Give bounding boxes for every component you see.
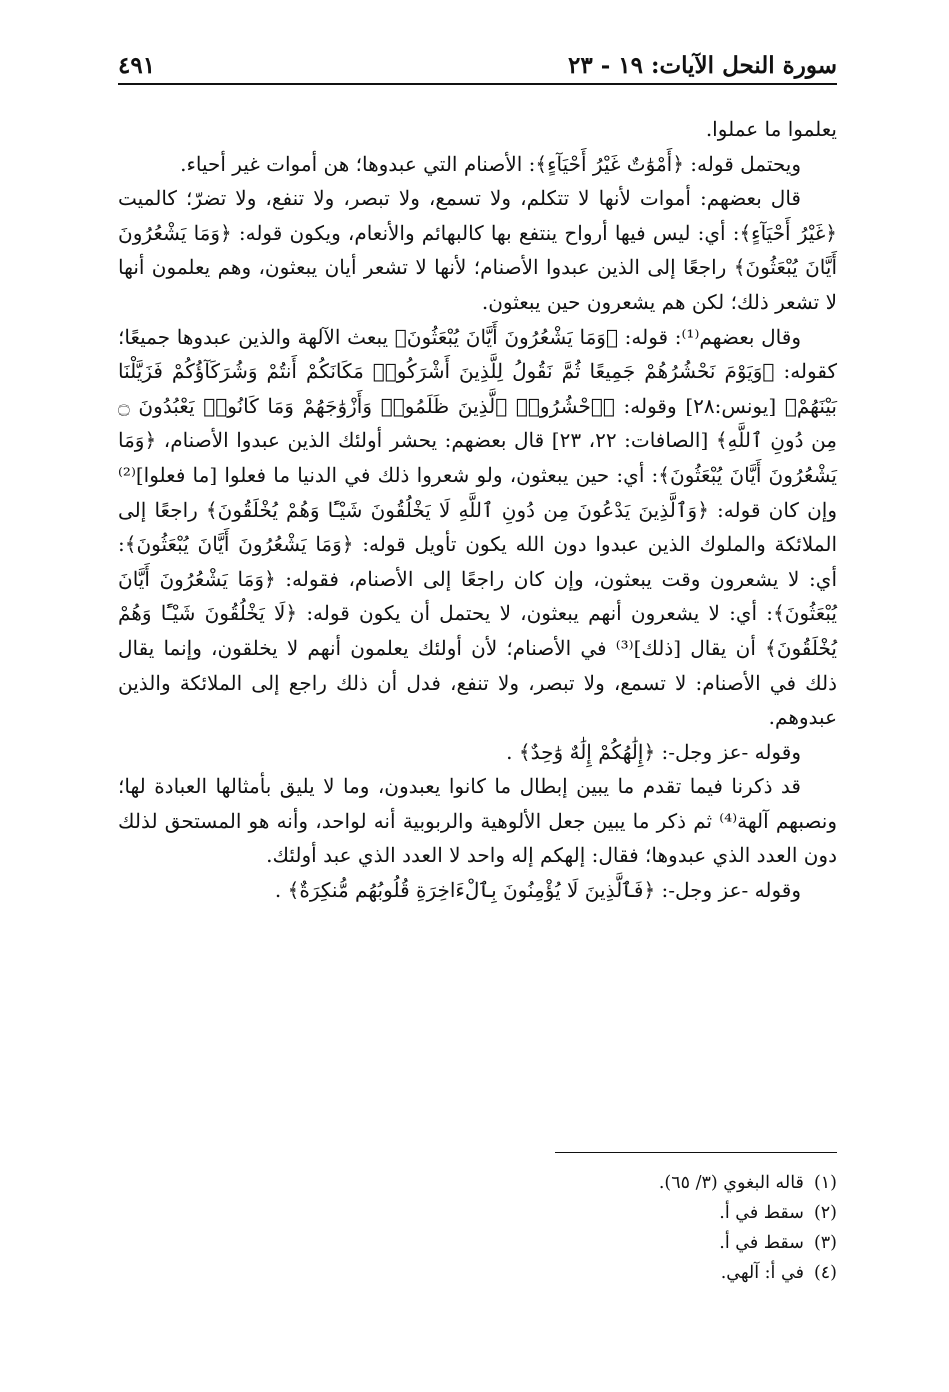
- footnote-marker: (٢): [813, 1203, 837, 1223]
- footnote-marker: (١): [813, 1173, 837, 1193]
- footnote: [437, 1258, 837, 1288]
- header-divider: [118, 83, 837, 85]
- footnote-divider: [555, 1152, 837, 1153]
- paragraph: قال بعضهم: أموات لأنها لا تتكلم، ولا تسمع، ولا تبصر، ولا تنفع، ولا تضرّ؛ كالميت ﴿غَيْرُ أَحْيَآءٍ﴾: أي: ليس فيها أرواح ينتفع بها كالبهائم والأنعام، ويكون قوله: ﴿وَمَا يَشْعُرُونَ أَيَّانَ يُبْعَثُونَ﴾ راجعًا إلى الذين عبدوا الأصنام؛ لأنها لا تشعر أيان يبعثون، وهم يعلمون أنها لا تشعر ذلك؛ لكن هم يشعرون حين يبعثون.: [118, 186, 837, 314]
- paragraph: وقال بعضهم⁽¹⁾: قوله: ﴿وَمَا يَشْعُرُونَ أَيَّانَ يُبْعَثُونَ﴾ يبعث الآلهة والذين عبدوها جميعًا؛ كقوله: ﴿وَيَوْمَ نَحْشُرُهُمْ جَمِيعًا ثُمَّ نَقُولُ لِلَّذِينَ أَشْرَكُوا۟ مَكَانَكُمْ أَنتُمْ وَشُرَكَآؤُكُمْ فَزَيَّلْنَا بَيْنَهُمْ﴾ [يونس:٢٨] وقوله: ﴿ٱحْشُرُوا۟ ٱلَّذِينَ ظَلَمُوا۟ وَأَزْوَٰجَهُمْ وَمَا كَانُوا۟ يَعْبُدُونَ ۝ مِن دُونِ ٱللَّهِ﴾ [الصافات: ٢٢، ٢٣] قال بعضهم: يحشر أولئك الذين عبدوا الأصنام، ﴿وَمَا يَشْعُرُونَ أَيَّانَ يُبْعَثُونَ﴾: أي: حين يبعثون، ولو شعروا ذلك في الدنيا ما فعلوا [ما فعلوا]⁽²⁾ وإن كان قوله: ﴿وَٱلَّذِينَ يَدْعُونَ مِن دُونِ ٱللَّهِ لَا يَخْلُقُونَ شَيْـًٔا وَهُمْ يُخْلَقُونَ﴾ راجعًا إلى الملائكة والملوك الذين عبدوا دون الله يكون تأويل قوله: ﴿وَمَا يَشْعُرُونَ أَيَّانَ يُبْعَثُونَ﴾: أي: لا يشعرون وقت يبعثون، وإن كان راجعًا إلى الأصنام، فقوله: ﴿وَمَا يَشْعُرُونَ أَيَّانَ يُبْعَثُونَ﴾: أي: لا يشعرون أنهم يبعثون، لا يحتمل أن يكون قوله: ﴿لَا يَخْلُقُونَ شَيْـًٔا وَهُمْ يُخْلَقُونَ﴾ أن يقال [ذلك]⁽³⁾ في الأصنام؛ لأن أولئك يعلمون أنهم لا يخلقون، وإنما يقال ذلك في الأصنام: لا تسمع، ولا تبصر، ولا تنفع، فدل أن ذلك راجع إلى الملائكة والذين عبدوهم.: [118, 324, 838, 730]
- footnote-text: في أ: آلهي.: [720, 1263, 804, 1283]
- footnotes: [437, 1168, 837, 1288]
- footnote: [437, 1168, 837, 1198]
- footnote-text: سقط في أ.: [719, 1233, 804, 1253]
- verse-heading: وقوله -عز وجل-: ﴿إِلَٰهُكُمْ إِلَٰهٌ وَٰحِدٌ﴾ .: [506, 739, 801, 764]
- footnote-marker: (٣): [813, 1233, 837, 1253]
- paragraph: ويحتمل قوله: ﴿أَمْوَٰتٌ غَيْرُ أَحْيَآءٍ﴾: الأصنام التي عبدوها؛ هن أموات غير أحياء.: [180, 151, 801, 176]
- commentary-body: [118, 112, 837, 908]
- paragraph: يعلموا ما عملوا.: [705, 117, 837, 141]
- verse-heading: وقوله -عز وجل-: ﴿فَٱلَّذِينَ لَا يُؤْمِنُونَ بِٱلْءَاخِرَةِ قُلُوبُهُم مُّنكِرَةٌ﴾ .: [274, 878, 801, 903]
- footnote: [437, 1228, 837, 1258]
- paragraph: قد ذكرنا فيما تقدم ما يبين إبطال ما كانوا يعبدون، وما لا يليق بأمثالها العبادة لها؛ ونصبهم آلهة⁽⁴⁾ ثم ذكر ما يبين جعل الألوهية والربوبية أنه لواحد، وأنه هو المستحق لذلك دون العدد الذي عبدوها؛ فقال: إلهكم إله واحد لا العدد الذي عبد أولئك.: [118, 774, 837, 868]
- footnote-text: سقط في أ.: [719, 1203, 804, 1223]
- running-header: [118, 40, 837, 80]
- page-number: ٤٩١: [118, 52, 156, 79]
- footnote: [437, 1198, 837, 1228]
- chapter-title: سورة النحل الآيات: ١٩ - ٢٣: [568, 52, 837, 79]
- footnote-marker: (٤): [813, 1263, 837, 1283]
- footnote-text: قاله البغوي (٣/ ٦٥).: [658, 1173, 804, 1193]
